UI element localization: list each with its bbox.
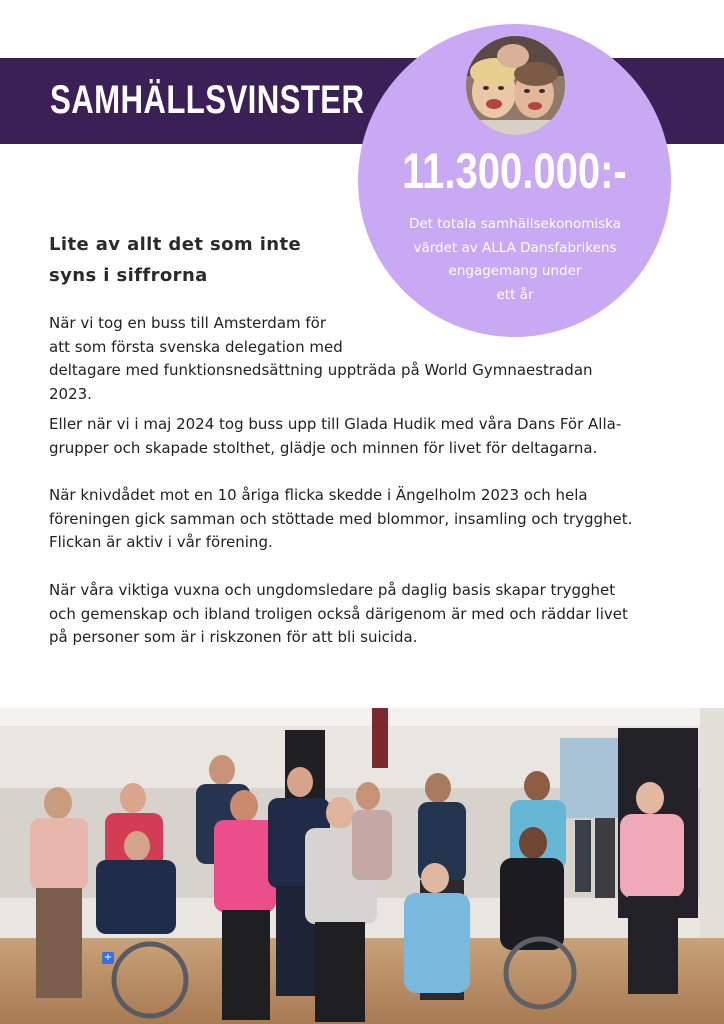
paragraph-line: och gemenskap och ibland troligen också därigenom är med och räddar livet <box>49 604 628 623</box>
subtitle-line: Lite av allt det som inte <box>49 234 302 255</box>
paragraph-line: När vi tog en buss till Amsterdam för <box>49 314 327 332</box>
page-title: SAMHÄLLSVINSTER <box>50 78 365 122</box>
description-line: Det totala samhällsekonomiska <box>408 216 622 232</box>
section-subtitle <box>49 229 349 291</box>
paragraph-line: att som första svenska delegation med <box>49 337 343 356</box>
paragraph-line: deltagare med funktionsnedsättning uppträda på World Gymnaestradan <box>49 361 593 379</box>
paragraph-line: När våra viktiga vuxna och ungdomsledare på daglig basis skapar trygghet <box>49 581 616 599</box>
plus-square-icon[interactable]: + <box>103 952 113 963</box>
paragraph-line: När knivdådet mot en 10 åriga flicka skedde i Ängelholm 2023 och hela <box>49 486 588 504</box>
group-photo-avatar <box>466 36 565 135</box>
paragraph-line: Eller när vi i maj 2024 tog buss upp till Glada Hudik med våra Dans För Alla- <box>49 415 622 433</box>
subtitle-line: syns i siffrorna <box>49 265 208 286</box>
paragraph-line: på personer som är i riskzonen för att bli suicida. <box>49 628 418 646</box>
total-value-amount <box>358 142 671 200</box>
paragraph-glada-hudik <box>49 413 689 460</box>
paragraph-line: 2023. <box>49 384 92 403</box>
group-dance-photo <box>0 708 724 1024</box>
total-value-amount-text: 11.300.000:- <box>402 143 627 199</box>
paragraph-amsterdam <box>49 312 649 406</box>
paragraph-line: föreningen gick samman och stöttade med blommor, insamling och trygghet. <box>49 509 633 528</box>
paragraph-line: Flickan är aktiv i vår förening. <box>49 533 273 551</box>
paragraph-angelholm <box>49 484 689 555</box>
description-line: ett år <box>496 286 534 303</box>
total-value-description <box>384 213 646 307</box>
paragraph-leaders <box>49 579 689 650</box>
description-line: engagemang under <box>448 263 582 279</box>
description-line: värdet av ALLA Dansfabrikens <box>413 239 617 256</box>
paragraph-line: grupper och skapade stolthet, glädje och minnen för livet för deltagarna. <box>49 438 598 457</box>
